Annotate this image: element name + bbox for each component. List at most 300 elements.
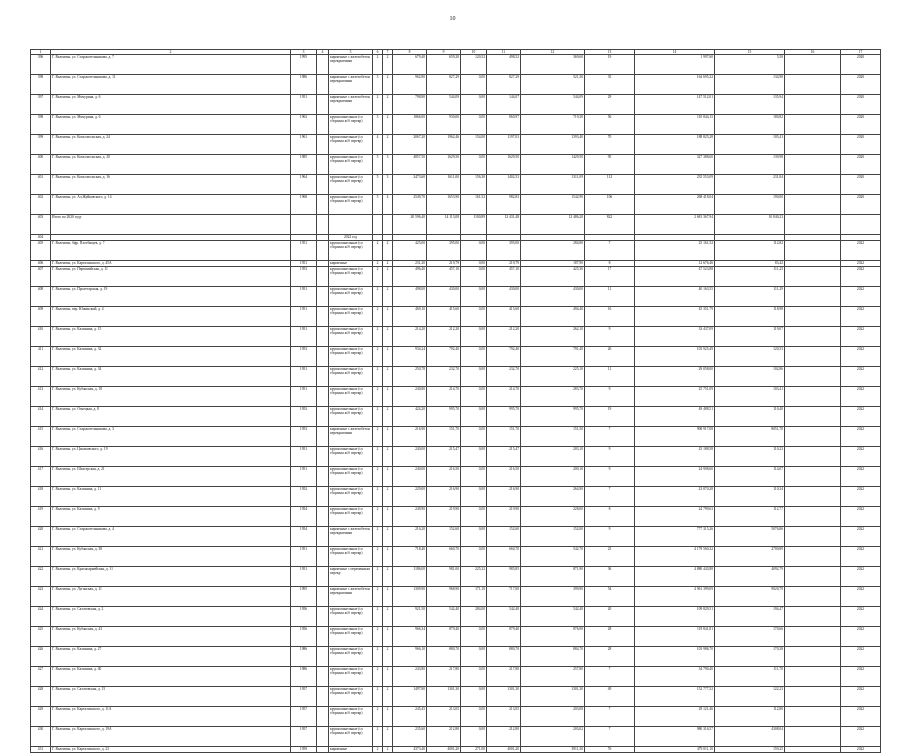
table-cell: 240,00 [393,447,427,467]
table-cell: 190,00 [715,195,785,215]
table-cell: 110,40 [715,407,785,427]
table-row [31,687,881,707]
table-row [31,387,881,407]
table-cell: 35 [585,75,635,95]
table-cell: Г. Валентин, ул. Первомайская, д. 11 [51,267,291,287]
table-cell: 8 [585,261,635,267]
table-cell: 1951 [291,387,317,407]
table-cell: 152,60 [427,527,461,547]
table-cell [317,647,329,667]
table-cell: 9 [585,447,635,467]
table-row [31,507,881,527]
table-cell: 426 [31,647,51,667]
table-cell: 122,23 [715,687,785,707]
table-cell: 106 [585,195,635,215]
table-cell: 76 [585,747,635,753]
table-cell: 2 [373,667,383,687]
table-cell: 2 [383,367,393,387]
table-cell: 457,10 [487,267,521,287]
table-cell: 20 596,40 [393,215,427,235]
table-cell: 4001,20 [487,747,521,753]
table-cell: 2 [383,727,393,747]
table-cell: 120,52 [461,55,487,75]
table-cell [785,727,841,747]
table-cell: 284,80 [521,241,585,261]
table-cell: 2700,89 [715,547,785,567]
table-cell [317,527,329,547]
table-cell [317,215,329,235]
table-cell: 2 [383,287,393,307]
table-cell: 4 880 443,88 [635,567,715,587]
table-cell: 2022 [841,427,881,447]
table-cell: 159,25 [715,747,785,753]
table-cell: 83,42 [715,261,785,267]
table-cell: 400 [31,155,51,175]
table-cell: 10 840,23 [715,215,785,235]
table-cell: 498,00 [393,287,427,307]
table-cell: 2 [383,135,393,155]
page-number: 10 [449,16,456,22]
table-cell: 2022 [841,727,881,747]
table-cell: 1964 [291,175,317,195]
table-cell: 494,40 [521,307,585,327]
table-cell: 544,09 [427,95,461,115]
table-cell: 102,86 [715,367,785,387]
table-cell [785,175,841,195]
table-cell: 2 [373,427,383,447]
table-cell: 231,20 [393,261,427,267]
table-cell: 2 [373,287,383,307]
table-cell: 659,20 [427,55,461,75]
table-cell: 2 [373,727,383,747]
table-cell: кирпичные с железобетон перекрытиями [329,95,373,115]
table-cell: 119 841,81 [635,627,715,647]
table-cell [785,447,841,467]
table-cell: 1957 [291,727,317,747]
table-cell: крупнопанельные (со сборным ж/б перекр) [329,195,373,215]
table-cell: Г. Валентин, ул. Старокотельникова, д. 4 [51,527,291,547]
table-cell: 402 [31,195,51,215]
table-cell [317,607,329,627]
table-cell: 479 011,10 [635,747,715,753]
table-cell [317,135,329,155]
table-cell: 424 [31,607,51,627]
table-cell: 1653,90 [427,195,461,215]
table-cell: 214,70 [427,387,461,407]
table-cell: 2 [373,327,383,347]
table-cell: крупнопанельные (со сборным ж/б перекр) [329,447,373,467]
table-cell: 1956 [291,607,317,627]
table-cell: 120,53 [715,347,785,367]
table-cell: 2 [383,567,393,587]
table-cell: 544,09 [521,95,585,115]
table-cell: 2 [373,707,383,727]
table-cell [317,667,329,687]
table-cell: 2473,60 [393,175,427,195]
table-cell: 403 [31,215,51,235]
table-cell: 214,20 [393,327,427,347]
column-header: 13 [585,50,635,55]
table-cell: 2020 [841,195,881,215]
table-cell: крупнопанельные (со сборным ж/б перекр) [329,727,373,747]
table-cell: кирпичные с железобетон перекрытиями [329,427,373,447]
table-cell: крупнопанельные (со сборным ж/б перекр) [329,115,373,135]
table-cell: 29 121,46 [635,707,715,727]
table-cell: 2020 [841,155,881,175]
table-cell: 399 [31,135,51,155]
table-cell [317,307,329,327]
table-cell: 2 [383,527,393,547]
table-cell: Г. Валентин, ул. Калинина, д. 9 [51,507,291,527]
column-header: 7 [383,50,393,55]
table-cell: 430,00 [427,287,461,307]
table-cell: 880,70 [427,647,461,667]
table-cell: 398 [31,75,51,95]
table-cell: 112,80 [715,707,785,727]
table-cell: 981,00 [427,567,461,587]
table-cell: 0,00 [461,155,487,175]
table-cell: 2 [373,241,383,261]
table-cell: 45 351,79 [635,307,715,327]
table-cell: 1301,30 [427,687,461,707]
column-header: 4 [317,50,329,55]
table-cell: Г. Валентин, ул. Карталинского, д. 19А [51,727,291,747]
column-header: 8 [393,50,427,55]
table-cell: Г. Валентин, ул. Старокотельникова, д. 7 [51,55,291,75]
table-cell: 26 [585,347,635,367]
table-cell: 2 [383,667,393,687]
table-cell [373,215,383,235]
table-cell: 40 163,55 [635,287,715,307]
table-cell: 214,70 [487,387,521,407]
table-cell: 12 431,48 [487,215,521,235]
table-cell: 2 [373,627,383,647]
table-cell: 235,60 [393,727,427,747]
table-cell: 1986 [291,667,317,687]
table-cell: 419 [31,507,51,527]
table-cell: 1985 [291,155,317,175]
table-cell: Г. Валентин, ул. Калинина, д. 11 [51,487,291,507]
table-cell: 228,00 [521,507,585,527]
table-cell: 156,30 [461,175,487,195]
column-header: 9 [427,50,461,55]
table-cell: 827,29 [487,75,521,95]
table-cell: 2 [383,95,393,115]
table-cell [785,241,841,261]
table-cell: 2022 [841,487,881,507]
table-cell: 880,70 [487,647,521,667]
table-cell: 934,24 [393,347,427,367]
table-cell: 930,00 [427,115,461,135]
table-cell: 1186,00 [393,567,427,587]
table-row [31,327,881,347]
table-cell: 2022 [841,447,881,467]
table-cell: 1995 [291,55,317,75]
table-row [31,55,881,75]
table-cell: 5,50 [715,55,785,75]
table-cell: 798,80 [393,95,427,115]
table-cell: 416 [31,447,51,467]
table-row [31,175,881,195]
table-cell: 2022 [841,547,881,567]
table-cell: крупнопанельные (со сборным ж/б перекр) [329,627,373,647]
table-cell [317,175,329,195]
table-cell: 1951 [291,261,317,267]
table-cell [785,307,841,327]
table-cell: 408 [31,287,51,307]
table-cell: 161,52 [461,195,487,215]
table-cell: 1951 [291,367,317,387]
table-cell: 879,40 [487,627,521,647]
table-cell: 36 [585,567,635,587]
table-cell: 216,50 [487,467,521,487]
table-cell: 2020 [841,135,881,155]
table-cell: 1986 [291,647,317,667]
table-cell: 109 829,51 [635,607,715,627]
table-cell: 1866,00 [393,115,427,135]
table-cell: Г. Валентин, ул. Старокотельникова, д. 11 [51,75,291,95]
table-row [31,155,881,175]
table-cell: 2 [373,407,383,427]
table-cell: 822 [585,215,635,235]
table-cell: 212,20 [427,327,461,347]
table-cell: 232,70 [487,367,521,387]
table-cell: 2 [383,407,393,427]
table-cell: 2 [383,55,393,75]
table-cell: Г. Валентин, ул. Шахтерская, д. 21 [51,467,291,487]
table-cell: 28 [585,627,635,647]
table-cell: 921,50 [393,607,427,627]
table-cell: 0,00 [461,287,487,307]
table-cell: 397 [31,95,51,115]
table-cell: кирпичные с железобетон перекрытиями [329,75,373,95]
table-cell: 1197,03 [487,135,521,155]
table-cell: Г. Валентин, ул. Луганская, д. 11 [51,587,291,607]
table-cell: Г. Валентин, ул. Салатовская, д. 2 [51,607,291,627]
table-cell: 2 [373,507,383,527]
table-row [31,487,881,507]
table-row [31,241,881,261]
table-cell: Г. Валентин, ул. Огнецкая, д. 8 [51,407,291,427]
table-row [31,367,881,387]
table-cell: 24 799,63 [635,507,715,527]
table-cell: 2 [383,75,393,95]
table-cell: 968,90 [427,587,461,607]
table-cell: 217,80 [487,667,521,687]
table-cell: 257,80 [521,667,585,687]
table-row [31,287,881,307]
table-cell: 105,41 [715,135,785,155]
table-cell: 2 [373,647,383,667]
table-cell: Г. Валентин, ул. Ал.Жуйковского, д. 14 [51,195,291,215]
table-cell [785,115,841,135]
table-row [31,747,881,753]
table-cell: Г. Валентин, ул. Карталинского, д. 11А [51,707,291,727]
table-cell: 229,00 [393,487,427,507]
table-cell: 2022 год [329,235,373,241]
table-cell: Г. Валентин, ул. Мичурина, д. 6 [51,95,291,115]
table-cell: 7 [585,707,635,727]
table-cell: 23 870,28 [635,487,715,507]
table-cell: 411 [31,347,51,367]
table-cell [785,547,841,567]
table-cell: 417 [31,467,51,487]
table-cell: 212,20 [487,327,521,347]
table-cell [317,407,329,427]
table-cell [785,367,841,387]
table-cell: 235 553,09 [635,175,715,195]
table-cell: 2 [373,567,383,587]
table-cell: 369,60 [521,55,585,75]
table-cell: 412 [31,367,51,387]
table-cell: 2020 [841,175,881,195]
table-cell: крупнопанельные (со сборным ж/б перекр) [329,327,373,347]
table-cell [317,95,329,115]
table-cell: Г. Валентин, ул. Комсомольская, д. 24 [51,135,291,155]
table-row [31,547,881,567]
table-row [31,467,881,487]
table-cell: кирпичные [329,747,373,753]
table-cell [317,547,329,567]
table-cell: 2 [383,115,393,135]
table-cell: 827,29 [427,75,461,95]
table-cell [785,155,841,175]
table-cell [785,267,841,287]
column-header: 17 [841,50,881,55]
table-cell: 2 [383,627,393,647]
table-cell: 23 [585,547,635,567]
table-cell: 2 [373,487,383,507]
table-cell: 54 [585,587,635,607]
table-row [31,115,881,135]
table-cell: 966,34 [393,627,427,647]
table-cell: 8 [585,507,635,527]
table-cell: 49 [585,687,635,707]
table-cell: 1100,89 [461,215,487,235]
table-cell: 2 [383,241,393,261]
table-cell: 9 [585,467,635,487]
table-cell: крупнопанельные (со сборным ж/б перекр) [329,347,373,367]
table-cell: кирпичные с железобетон перекрытиями [329,55,373,75]
table-cell: 112 [585,175,635,195]
table-cell [785,407,841,427]
table-cell: Г. Валентин, ул. Пролетарская, д. 19 [51,287,291,307]
table-cell: 985,85 [487,567,521,587]
table-cell: 2 [373,447,383,467]
column-header: 2 [51,50,291,55]
table-cell: 457,10 [427,267,461,287]
table-cell: Г. Валентин, ул. Комсомольская, д. 16 [51,175,291,195]
table-cell: 871,90 [521,567,585,587]
table-cell: крупнопанельные (со сборным ж/б перекр) [329,367,373,387]
table-cell: 1956 [291,627,317,647]
table-cell: 430,00 [487,287,521,307]
table-row [31,627,881,647]
table-row [31,607,881,627]
table-row [31,427,881,447]
table-cell: 283,70 [521,387,585,407]
table-cell: 215,47 [487,447,521,467]
table-cell: 212,80 [487,727,521,747]
registry-table [30,49,881,753]
table-cell: 2 [373,607,383,627]
table-cell [785,587,841,607]
table-cell: 1951 [291,287,317,307]
table-cell: 216,20 [393,527,427,547]
table-cell: 1629,50 [487,155,521,175]
table-cell: 1953 [291,427,317,447]
table-row [31,707,881,727]
table-cell [317,447,329,467]
table-cell: 111,25 [715,267,785,287]
table-cell: 425 [31,627,51,647]
table-cell: 2 [373,687,383,707]
table-cell: 679,40 [393,55,427,75]
table-cell: 995,70 [427,407,461,427]
table-cell: 134,98 [715,75,785,95]
table-cell: 430,00 [521,287,585,307]
table-cell: Г. Валентин, ул. Красноармейская, д. 11 [51,567,291,587]
table-cell: 2 [383,387,393,407]
table-cell: Г. Валентин, ул. Калинина, д. 15 [51,327,291,347]
table-cell: крупнопанельные (со сборным ж/б перекр) [329,707,373,727]
table-cell: 12 486,20 [521,215,585,235]
table-cell: 429 [31,707,51,727]
table-cell: 717,00 [487,587,521,607]
table-cell: 2020 [841,75,881,95]
table-cell: 1429,50 [521,155,585,175]
table-cell: 3 [373,75,383,95]
table-cell: 2 [373,367,383,387]
table-cell: 2022 [841,467,881,487]
table-cell: крупнопанельные (со сборным ж/б перекр) [329,155,373,175]
table-cell: Г. Валентин, ул. Кубанская, д. 43 [51,627,291,647]
table-row [31,567,881,587]
table-cell: 11 [585,367,635,387]
table-cell: 215,47 [427,447,461,467]
table-cell: 1951 [291,327,317,347]
table-cell: 2 [373,307,383,327]
table-cell: 0,00 [461,667,487,687]
table-cell: 240,80 [393,387,427,407]
table-cell: 908 917,08 [635,427,715,447]
table-cell: 28 [585,647,635,667]
table-cell: 1957 [291,687,317,707]
table-cell [785,707,841,727]
table-cell: крупнопанельные (со сборным ж/б перекр) [329,467,373,487]
table-cell: 152,60 [487,527,521,547]
table-cell [785,215,841,235]
table-cell [291,215,317,235]
table-cell: 0,00 [461,547,487,567]
table-cell: 1311,09 [521,175,585,195]
table-cell: 542,40 [521,607,585,627]
table-cell: 16 [585,307,635,327]
table-cell: крупнопанельные (со сборным ж/б перекр) [329,507,373,527]
table-cell: 110 844,15 [635,115,715,135]
column-header: 6 [373,50,383,55]
table-cell: 2 [383,587,393,607]
column-header: 3 [291,50,317,55]
table-cell [317,567,329,587]
table-row [31,587,881,607]
table-cell: 792,40 [487,347,521,367]
table-cell: 34 790,40 [635,667,715,687]
table-cell [785,747,841,753]
table-cell: 139,98 [715,155,785,175]
table-cell: крупнопанельные (со сборным ж/б перекр) [329,287,373,307]
table-cell: 1951 [291,447,317,467]
